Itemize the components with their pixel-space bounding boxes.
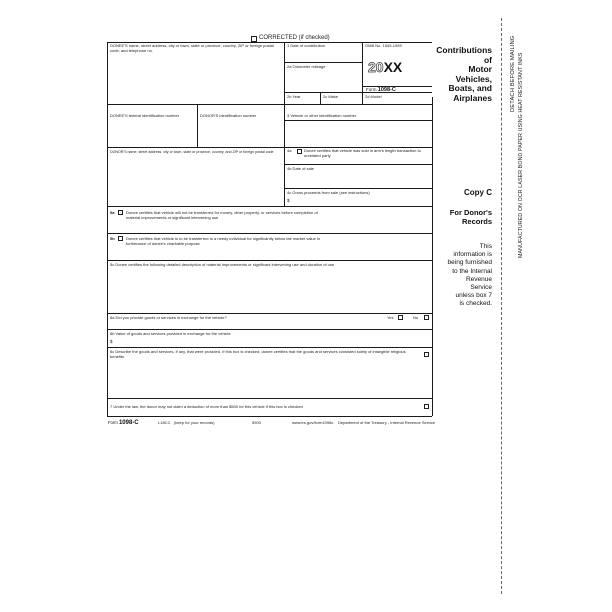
footer-dept: Department of the Treasury - Internal Revenue Service [338,420,436,425]
box5a-num: 5a [110,210,115,215]
box5c-label: 5c Donee certifies the following detailed description of material improvements or significant intervening use and duration of use [110,262,335,267]
copy-info-line-5: Revenue [465,275,492,283]
divider-5a [107,206,432,207]
box2b-label: 2b Year [287,94,301,99]
footer-form-label: Form [108,420,118,425]
copy-info-line-2: information is [453,251,492,259]
footer-form-number: 1098-C [118,420,139,426]
footer-num: 5903 [252,420,261,425]
copy-info-line-1: This [479,243,492,250]
form-id-number: 1098-C [377,87,396,93]
divider-col1 [284,42,285,206]
donee-tin-label: DONEE'S federal identification number [110,113,180,118]
title-line-1: Contributions of [436,45,492,65]
box6a-no-checkbox[interactable] [424,315,429,320]
box2d-label: 2d Model [365,94,382,99]
title-line-2: Motor Vehicles, [455,64,492,84]
copy-info-line-4: to the Internal [452,267,492,275]
box6b-label: 6b Value of goods and services provided in exchange for the vehicle [110,331,231,336]
box4c-currency: $ [287,198,290,203]
copy-info-line-3: being furnished [447,259,492,267]
form-title [432,46,492,103]
divider-4c [284,188,432,189]
box7-checkbox[interactable] [424,404,429,409]
divider-4b [284,164,432,165]
footer-url: www.irs.gov/form1098c [292,420,334,425]
detach-text: DETACH BEFORE MAILING [510,35,516,112]
title-line-4: Airplanes [453,92,492,103]
box7-label: 7 Under the law, the donor may not claim a deduction of more than $500 for this vehicle if this box is checked [110,404,303,409]
copy-for-line-1: For Donor's [449,208,492,217]
form-left-border [107,42,108,416]
box5b-checkbox[interactable] [118,236,123,241]
form-id-label: Form [366,87,377,92]
box4a-label: Donee certifies that vehicle was sold in arm's length transaction to unrelated party [304,148,421,158]
box2a-label: 2a Odometer mileage [287,64,326,69]
title-line-3: Boats, and [448,83,492,93]
box6a-label: 6a Did you provide goods or services in exchange for the vehicle? [110,315,227,320]
form-id [366,87,396,93]
box4c-label: 4c Gross proceeds from sale (see instructions) [287,190,370,195]
divider-row1 [107,104,432,105]
box5b-label: Donee certifies that vehicle is to be transferred to a needy individual for significantly below fair market value in furtherance of donee's charitable purpose [126,236,321,246]
divider-6a [107,313,432,314]
footer-form-id [108,420,139,426]
manufactured-text: MANUFACTURED ON OCR LASER BOND PAPER USING HEAT RESISTANT INKS [518,52,524,258]
divider-col2 [362,42,363,104]
footer-code: L18CC [158,420,171,425]
donor-tin-label: DONOR'S identification number [200,113,257,118]
perforation-line [501,18,502,594]
divider-2c [320,92,321,104]
box5a-checkbox[interactable] [118,210,123,215]
tax-year [368,59,402,75]
donor-name-label: DONOR'S name, street address, city or town, state or province, country, and ZIP or foreign postal code [110,150,274,154]
box1-label: 1 Date of contribution [287,43,326,48]
divider-title-bottom [284,92,432,93]
footer-keep: (keep for your records) [174,420,215,425]
box6a-yes-checkbox[interactable] [398,315,403,320]
divider-6c [107,347,432,348]
divider-row2 [107,147,284,148]
divider-6b [107,329,432,330]
box6b-currency: $ [110,339,113,344]
divider-tin [197,104,198,147]
divider-5c [107,260,432,261]
divider-3 [284,120,432,121]
divider-2a [284,62,362,63]
copy-info-line-6: Service [470,284,492,292]
divider-7 [107,398,432,399]
box6c-checkbox[interactable] [424,352,429,357]
box3-label: 3 Vehicle or other identification number [287,113,357,118]
corrected-label: CORRECTED (if checked) [259,35,330,41]
form-bottom-border [107,416,432,417]
copy-for-donor [432,208,492,226]
box6a-yes-label: Yes [387,315,394,320]
box6c-label: 6c Describe the goods and services, if any, that were provided. If this box is checked, donee certifies that the goods and services consisted solely of intangible religious benefits [110,349,406,359]
box6a-no-label: No [413,315,419,320]
copy-info-line-8: is checked. [459,300,492,308]
box4a-num: 4a [287,148,292,153]
divider-5b [107,233,432,234]
box2c-label: 2c Make [323,94,339,99]
box5a-label: Donee certifies that vehicle will not be transferred for money, other property, or services before completion of material improvements or significant intervening use [126,210,318,220]
box4a-checkbox[interactable] [297,149,302,154]
tax-year-suffix: XX [383,59,403,75]
copy-for-line-2: Records [461,217,492,226]
box5b-num: 5b [110,236,115,241]
copy-title: Copy C [464,188,492,197]
donee-name-label: DONEE'S name, street address, city or town, state or province, country, ZIP or foreign postal code, and telephone no. [110,43,274,53]
copy-info [432,243,492,309]
omb-number: OMB No. 1545-1959 [365,43,402,48]
copy-info-line-7: unless box 7 [455,292,492,300]
box4b-label: 4b Date of sale [287,166,314,171]
tax-year-prefix: 20 [368,59,384,75]
